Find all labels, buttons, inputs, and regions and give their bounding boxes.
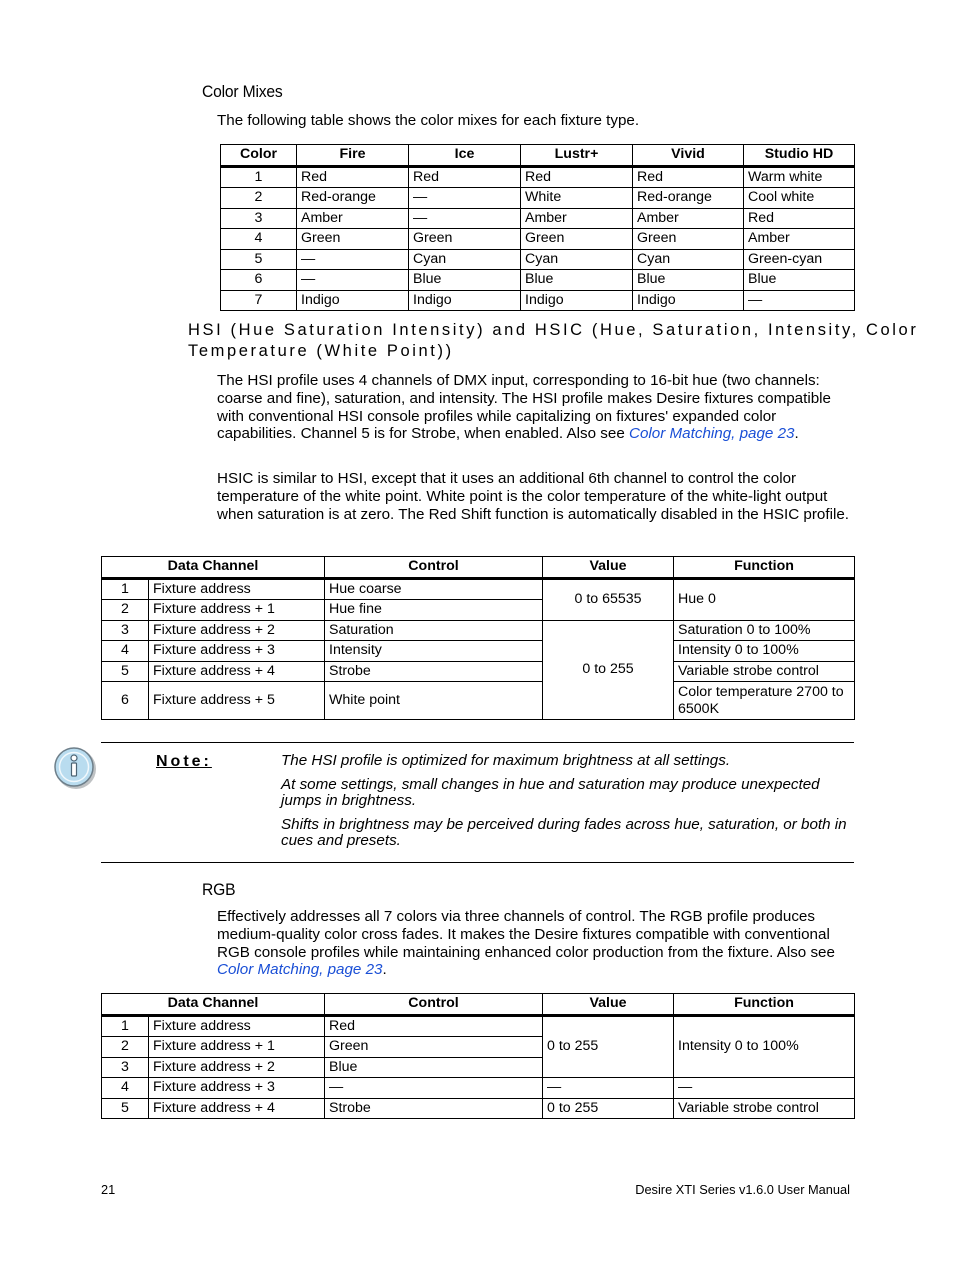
color-mix-cell: Green <box>297 229 409 250</box>
color-mix-cell: — <box>409 188 521 209</box>
color-number-cell: 4 <box>221 229 297 250</box>
manual-title: Desire XTI Series v1.6.0 User Manual <box>635 1182 850 1197</box>
color-mix-cell: Cool white <box>744 188 855 209</box>
color-mixes-intro: The following table shows the color mixes for each fixture type. <box>217 112 640 129</box>
channel-address: Fixture address + 2 <box>149 1057 325 1078</box>
column-header: Lustr+ <box>521 145 633 167</box>
color-number-cell: 3 <box>221 208 297 229</box>
channel-value: 0 to 255 <box>543 1098 674 1119</box>
channel-number: 6 <box>102 682 149 720</box>
channel-number: 1 <box>102 578 149 600</box>
channel-function: Hue 0 <box>674 578 855 620</box>
channel-number: 3 <box>102 1057 149 1078</box>
channel-address: Fixture address <box>149 578 325 600</box>
column-header: Vivid <box>633 145 744 167</box>
channel-value: 0 to 255 <box>543 620 674 720</box>
color-mix-cell: Amber <box>297 208 409 229</box>
color-mix-cell: — <box>744 290 855 311</box>
note-bottom-rule <box>101 862 854 863</box>
channel-function: Variable strobe control <box>674 1098 855 1119</box>
channel-function: Variable strobe control <box>674 661 855 682</box>
channel-control: Blue <box>325 1057 543 1078</box>
channel-number: 3 <box>102 620 149 641</box>
channel-control: Green <box>325 1037 543 1058</box>
table-row <box>221 166 855 188</box>
channel-function: Saturation 0 to 100% <box>674 620 855 641</box>
channel-number: 5 <box>102 1098 149 1119</box>
color-mix-cell: Green-cyan <box>744 249 855 270</box>
column-header: Function <box>674 557 855 579</box>
channel-control: Strobe <box>325 1098 543 1119</box>
color-mix-cell: Red <box>521 166 633 188</box>
note-line: Shifts in brightness may be perceived during fades across hue, saturation, or both in cues and presets. <box>281 815 847 849</box>
channel-control: Hue fine <box>325 600 543 621</box>
color-mix-cell: Indigo <box>297 290 409 311</box>
column-header: Color <box>221 145 297 167</box>
table-row <box>221 208 855 229</box>
table-header-row <box>102 557 855 579</box>
color-mix-cell: Green <box>521 229 633 250</box>
color-mix-cell: Red <box>409 166 521 188</box>
channel-value: — <box>543 1078 674 1099</box>
table-row <box>221 290 855 311</box>
channel-number: 4 <box>102 641 149 662</box>
note-top-rule <box>101 742 854 743</box>
color-mix-cell: Indigo <box>521 290 633 311</box>
note-line: The HSI profile is optimized for maximum brightness at all settings. <box>281 752 731 769</box>
table-header-row <box>102 994 855 1016</box>
color-number-cell: 7 <box>221 290 297 311</box>
color-mix-cell: Green <box>633 229 744 250</box>
channel-function: Color temperature 2700 to 6500K <box>674 682 855 720</box>
rgb-paragraph <box>217 908 857 979</box>
color-mix-cell: Warm white <box>744 166 855 188</box>
column-header: Studio HD <box>744 145 855 167</box>
color-mix-cell: — <box>409 208 521 229</box>
channel-function: Intensity 0 to 100% <box>674 1015 855 1078</box>
color-mix-cell: Blue <box>744 270 855 291</box>
color-mix-cell: Cyan <box>521 249 633 270</box>
hsi-paragraph-1-text: The HSI profile uses 4 channels of DMX input, corresponding to 16-bit hue (two channels: coarse and fine), saturation, and intensity. The HSI profile makes Desire fixtures compatible with conventional HSI console profiles while capitalizing on fixtures' expanded color capabilities. Channel 5 is for Strobe, when enabled. Also see <box>217 372 831 443</box>
table-row <box>102 682 855 720</box>
channel-value: 0 to 65535 <box>543 578 674 620</box>
color-number-cell: 2 <box>221 188 297 209</box>
color-number-cell: 1 <box>221 166 297 188</box>
channel-address: Fixture address + 2 <box>149 620 325 641</box>
channel-control: White point <box>325 682 543 720</box>
table-row <box>221 270 855 291</box>
column-header: Data Channel <box>102 557 325 579</box>
color-mix-cell: Red-orange <box>633 188 744 209</box>
table-row <box>102 1078 855 1099</box>
table-row <box>221 229 855 250</box>
color-mix-cell: White <box>521 188 633 209</box>
channel-number: 2 <box>102 1037 149 1058</box>
channel-address: Fixture address + 4 <box>149 661 325 682</box>
column-header: Value <box>543 994 674 1016</box>
column-header: Data Channel <box>102 994 325 1016</box>
channel-number: 4 <box>102 1078 149 1099</box>
table-header-row <box>221 145 855 167</box>
color-number-cell: 5 <box>221 249 297 270</box>
color-mixes-table <box>220 144 855 311</box>
channel-number: 5 <box>102 661 149 682</box>
hsi-paragraph-2: HSIC is similar to HSI, except that it uses an additional 6th channel to control the color temperature of the white point. White point is the color temperature of the white-light output when saturation is at zero. The Red Shift function is automatically disabled in the HSIC profile. <box>217 470 850 523</box>
channel-control: Strobe <box>325 661 543 682</box>
color-mix-cell: Amber <box>744 229 855 250</box>
channel-value: 0 to 255 <box>543 1015 674 1078</box>
channel-address: Fixture address + 5 <box>149 682 325 720</box>
color-mix-cell: Amber <box>521 208 633 229</box>
rgb-heading: RGB <box>202 880 236 899</box>
channel-control: Saturation <box>325 620 543 641</box>
channel-address: Fixture address + 1 <box>149 600 325 621</box>
channel-control: Red <box>325 1015 543 1037</box>
channel-control: Hue coarse <box>325 578 543 600</box>
channel-number: 2 <box>102 600 149 621</box>
column-header: Ice <box>409 145 521 167</box>
color-mix-cell: Cyan <box>633 249 744 270</box>
color-number-cell: 6 <box>221 270 297 291</box>
table-row <box>221 249 855 270</box>
info-i-icon <box>50 742 102 794</box>
table-row <box>102 578 855 600</box>
column-header: Fire <box>297 145 409 167</box>
column-header: Control <box>325 557 543 579</box>
rgb-table <box>101 993 855 1119</box>
color-mix-cell: — <box>297 270 409 291</box>
channel-control: — <box>325 1078 543 1099</box>
color-mix-cell: Blue <box>633 270 744 291</box>
color-mix-cell: — <box>297 249 409 270</box>
channel-address: Fixture address + 1 <box>149 1037 325 1058</box>
color-matching-link[interactable]: Color Matching, page 23 <box>629 425 795 443</box>
color-mix-cell: Red <box>297 166 409 188</box>
table-row <box>102 1015 855 1037</box>
color-matching-link[interactable]: Color Matching, page 23 <box>217 961 383 979</box>
channel-address: Fixture address <box>149 1015 325 1037</box>
channel-number: 1 <box>102 1015 149 1037</box>
hsi-paragraph-1-end: . <box>794 425 799 443</box>
channel-address: Fixture address + 3 <box>149 1078 325 1099</box>
color-mix-cell: Blue <box>409 270 521 291</box>
channel-address: Fixture address + 4 <box>149 1098 325 1119</box>
hsi-heading <box>188 320 918 362</box>
color-mix-cell: Red <box>633 166 744 188</box>
hsi-table <box>101 556 855 720</box>
table-row <box>102 1098 855 1119</box>
color-mix-cell: Indigo <box>409 290 521 311</box>
channel-control: Intensity <box>325 641 543 662</box>
rgb-paragraph-text: Effectively addresses all 7 colors via three channels of control. The RGB profile produces medium-quality color cross fades. It makes the Desire fixtures compatible with conventional RGB console profiles while maintaining enhanced color production from the fixture. Also see <box>217 908 835 961</box>
color-mix-cell: Blue <box>521 270 633 291</box>
color-mix-cell: Red-orange <box>297 188 409 209</box>
hsi-heading-line1: HSI (Hue Saturation Intensity) and HSIC (Hue, Saturation, Intensity, Color <box>188 321 919 339</box>
channel-function: — <box>674 1078 855 1099</box>
rgb-paragraph-end: . <box>382 961 387 979</box>
table-row <box>102 620 855 641</box>
color-mix-cell: Amber <box>633 208 744 229</box>
color-mixes-heading: Color Mixes <box>202 82 283 101</box>
table-row <box>102 641 855 662</box>
color-mix-cell: Cyan <box>409 249 521 270</box>
note-text <box>281 753 856 850</box>
table-row <box>221 188 855 209</box>
note-label: Note: <box>156 753 212 770</box>
column-header: Value <box>543 557 674 579</box>
color-mix-cell: Red <box>744 208 855 229</box>
column-header: Control <box>325 994 543 1016</box>
channel-address: Fixture address + 3 <box>149 641 325 662</box>
hsi-heading-line2: Temperature (White Point)) <box>188 342 454 360</box>
column-header: Function <box>674 994 855 1016</box>
note-line: At some settings, small changes in hue and saturation may produce unexpected jumps in brightness. <box>281 775 820 809</box>
channel-function: Intensity 0 to 100% <box>674 641 855 662</box>
page-number: 21 <box>101 1182 116 1197</box>
table-row <box>102 661 855 682</box>
color-mix-cell: Indigo <box>633 290 744 311</box>
color-mix-cell: Green <box>409 229 521 250</box>
hsi-paragraph-1 <box>217 372 857 443</box>
